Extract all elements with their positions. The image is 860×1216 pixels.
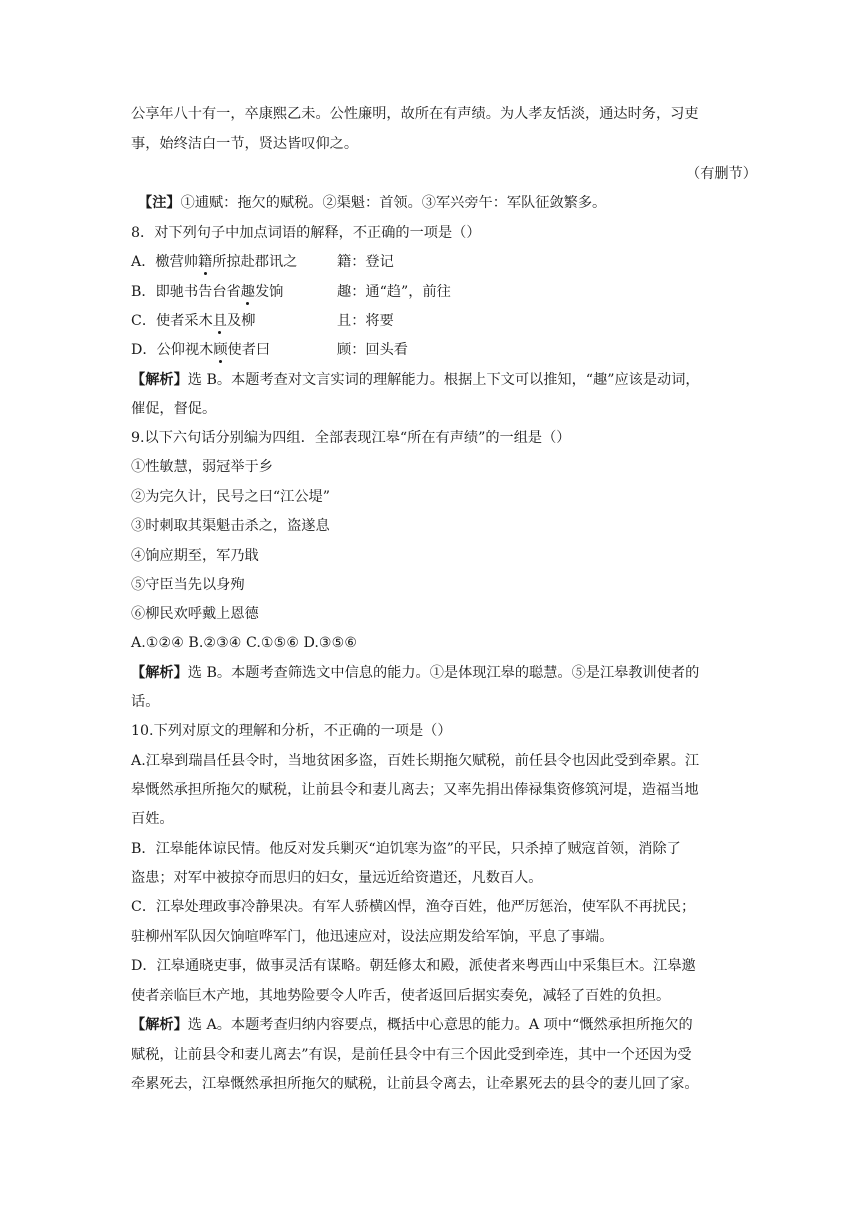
q9-analysis <box>131 663 741 683</box>
deleted-note: （有删节） <box>686 166 757 182</box>
q9-item-3: ③时刺取其渠魁击杀之，盗遂息 <box>131 518 330 534</box>
q8-d-gloss: 顾：回头看 <box>337 342 408 358</box>
q10-b-line-2: 盗患；对军中被掠夺而思归的妇女，量远近给资遣还，凡数百人。 <box>131 870 543 886</box>
q9-item-2: ②为完久计，民号之曰“江公堤” <box>131 489 330 505</box>
q8-c-post: 及柳 <box>227 313 256 329</box>
q9-analysis-line-2: 话。 <box>131 694 160 710</box>
q8-analysis <box>131 370 741 390</box>
q10-analysis-label: 【解析】 <box>131 1017 188 1033</box>
q9-item-4: ④饷应期至，军乃戢 <box>131 548 259 564</box>
q9-analysis-label: 【解析】 <box>131 665 188 681</box>
footnote <box>138 193 748 213</box>
q10-analysis-line-2: 赋税，让前县令和妻儿离去”有误，是前任县令中有三个因此受到牵连，其中一个还因为受 <box>131 1047 692 1063</box>
q8-c-pre: C．使者采木 <box>131 313 213 329</box>
q10-d-line-2: 使者亲临巨木产地，其地势险要令人咋舌，使者返回后据实奏免，减轻了百姓的负担。 <box>131 988 671 1004</box>
q9-item-6: ⑥柳民欢呼戴上恩德 <box>131 606 259 622</box>
q10-analysis <box>131 1015 741 1035</box>
q10-b-line-1: B．江皋能体谅民情。他反对发兵剿灭“迫饥寒为盗”的平民，只杀掉了贼寇首领，消除了 <box>131 841 681 857</box>
q8-option-b <box>131 282 741 302</box>
q8-analysis-line-2: 催促，督促。 <box>131 401 217 417</box>
q8-option-a <box>131 252 741 272</box>
q10-a-line-2: 皋慨然承担所拖欠的赋税，让前县令和妻儿离去；又率先捐出俸禄集资修筑河堤，造福当地 <box>131 782 699 798</box>
q8-b-dotted-word: 趣 <box>240 284 255 300</box>
q8-b-gloss: 趣：通“趋”，前往 <box>337 284 451 300</box>
q9-choices: A.①②④ B.②③④ C.①⑤⑥ D.③⑤⑥ <box>131 635 358 651</box>
passage-line-2: 事，始终洁白一节，贤达皆叹仰之。 <box>131 136 359 152</box>
q8-d-pre: D．公仰视木 <box>131 342 214 358</box>
q8-d-post: 使者曰 <box>227 342 271 358</box>
q10-analysis-line-3: 牵累死去，江皋慨然承担所拖欠的赋税，让前县令离去，让牵累死去的县令的妻儿回了家。 <box>131 1076 699 1092</box>
footnote-text: ①逋赋：拖欠的赋税。②渠魁：首领。③军兴旁午：军队征敛繁多。 <box>180 195 607 211</box>
q8-c-dotted-word: 且 <box>212 313 227 329</box>
q10-a-line-1: A.江皋到瑞昌任县令时，当地贫困多盗，百姓长期拖欠赋税，前任县令也因此受到牵累。江 <box>131 753 700 769</box>
q8-a-dotted-word: 籍 <box>198 254 213 270</box>
footnote-label: 【注】 <box>138 195 181 211</box>
q9-analysis-line-1: 选 B。本题考查筛选文中信息的能力。①是体现江皋的聪慧。⑤是江皋教训使者的 <box>187 665 700 681</box>
q8-analysis-line-1: 选 B。本题考查对文言实词的理解能力。根据上下文可以推知，“趣”应该是动词， <box>187 372 700 388</box>
q10-analysis-line-1: 选 A。本题考查归纳内容要点，概括中心意思的能力。A 项中“慨然承担所拖欠的 <box>187 1017 693 1033</box>
q8-b-pre: B．即驰书告台省 <box>131 284 241 300</box>
q8-a-gloss: 籍：登记 <box>337 254 394 270</box>
q8-stem: 8．对下列句子中加点词语的解释，不正确的一项是（） <box>131 225 481 241</box>
q8-option-c <box>131 311 741 331</box>
q9-item-5: ⑤守臣当先以身殉 <box>131 577 245 593</box>
q8-c-gloss: 且：将要 <box>337 313 394 329</box>
q8-a-post: 所掠赴郡讯之 <box>212 254 298 270</box>
q10-c-line-2: 驻柳州军队因欠饷喧哗军门，他迅速应对，设法应期发给军饷，平息了事端。 <box>131 929 614 945</box>
q8-b-post: 发饷 <box>254 284 284 300</box>
passage-line-1: 公享年八十有一，卒康熙乙未。公性廉明，故所在有声绩。为人孝友恬淡，通达时务，习吏 <box>131 106 699 122</box>
q10-stem: 10.下列对原文的理解和分析，不正确的一项是（） <box>131 723 452 739</box>
q10-d-line-1: D．江皋通晓吏事，做事灵活有谋略。朝廷修太和殿，派使者来粤西山中采集巨木。江皋邀 <box>131 958 696 974</box>
q8-analysis-label: 【解析】 <box>131 372 188 388</box>
q9-stem: 9.以下六句话分别编为四组．全部表现江皋“所在有声绩”的一组是（） <box>131 430 571 446</box>
q10-a-line-3: 百姓。 <box>131 811 174 827</box>
q8-option-d <box>131 340 741 360</box>
q8-a-pre: A．檄营帅 <box>131 254 198 270</box>
q10-c-line-1: C．江皋处理政事冷静果决。有军人骄横凶悍，渔夺百姓，他严厉惩治，使军队不再扰民； <box>131 899 696 915</box>
q9-item-1: ①性敏慧，弱冠举于乡 <box>131 459 273 475</box>
q8-d-dotted-word: 顾 <box>213 342 228 358</box>
